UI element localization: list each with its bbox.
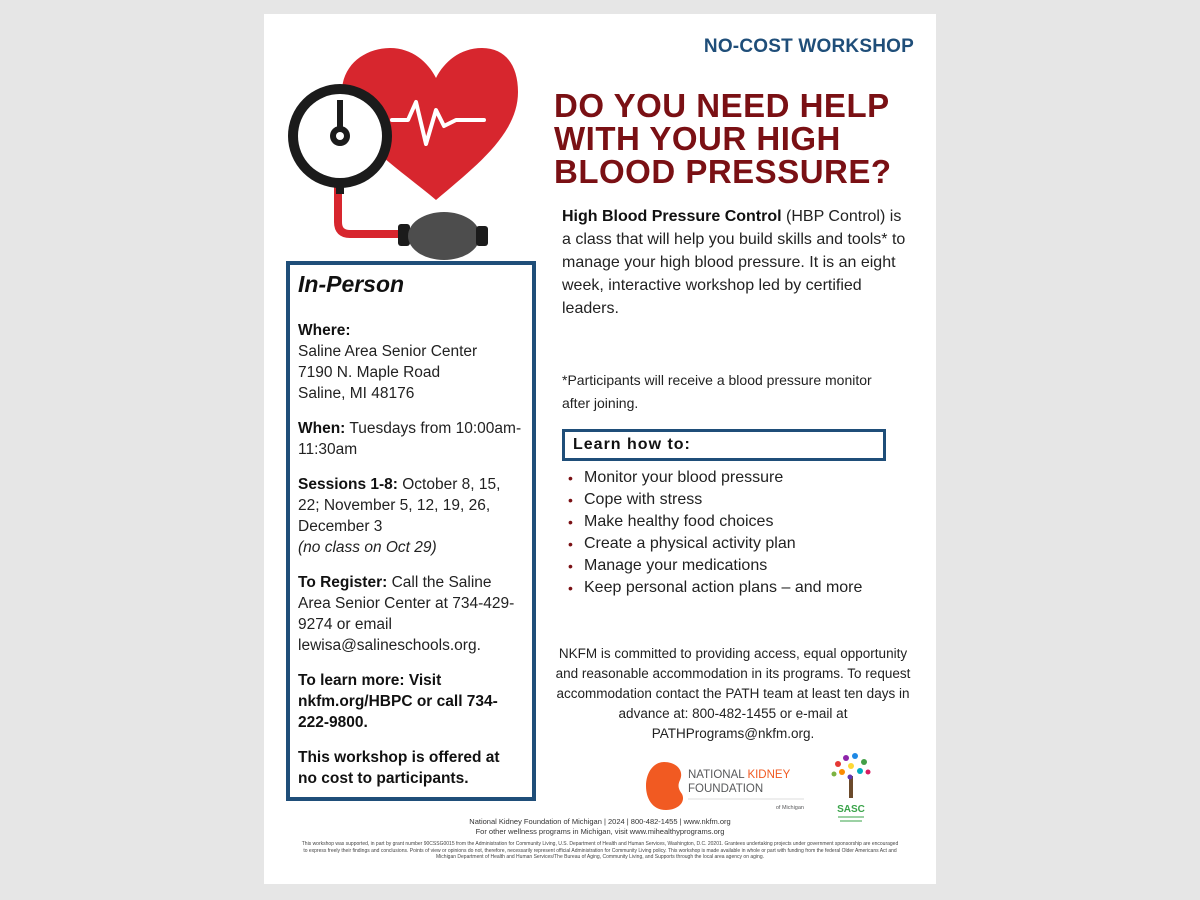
accessibility-statement: NKFM is committed to providing access, equal opportunity and reasonable accommodation in its programs. To request accommodation contact the PATH team at least ten days in advance at: 800-482-1455 or e-mail at PATHPrograms@nkfm.org. [555,646,911,741]
nkf-michigan-logo [644,760,809,812]
nkf-kidney-word: KIDNEY [747,769,791,781]
intro-text: (HBP Control) is a class that will help you build skills and tools* to manage your high blood pressure. It is an eight week, interactive workshop led by certified leaders. [562,208,906,317]
where-label: Where: [298,322,351,339]
address-line: Saline, MI 48176 [298,385,415,402]
sessions-note: (no class on Oct 29) [298,539,437,556]
monitor-note: *Participants will receive a blood pressure monitor after joining. [562,372,872,411]
headline-line: DO YOU NEED HELP [554,87,890,124]
when-label: When: [298,420,346,437]
address-line: 7190 N. Maple Road [298,364,441,381]
footer-fine-print: This workshop was supported, in part by grant number 90CSSG0015 from the Administration for Community Living, U.S. Department of Health and Human Services, Washington, D.C. 20201. Grantees undertaking projects under government sponsorship are encouraged to express freely their findings and conclusions. Points of view or opinions do not, therefore, necessarily represent official Administration for Community Living policy. This workshop is made available in whole or part with funding from the federal Older Americans Act and Michigan Department of Health and Human Services/The Bureau of Aging, Community Living, and Supports through the local area agency on aging. [301,841,899,860]
list-item: • Keep personal action plans – and more [568,577,862,599]
nkf-chapter: of Michigan [775,805,804,811]
pressure-gauge-icon [288,84,392,194]
headline-line: BLOOD PRESSURE? [554,153,892,190]
pressure-bulb-icon [398,212,488,260]
footer-programs: For other wellness programs in Michigan, visit www.mihealthyprograms.org [475,827,725,836]
list-item: • Create a physical activity plan [568,533,862,555]
tree-icon [832,753,871,798]
list-item: • Manage your medications [568,555,862,577]
headline-line: WITH YOUR HIGH [554,120,841,157]
learn-heading: Learn how to: [573,436,691,453]
nkf-foundation-word: FOUNDATION [688,783,764,795]
flyer-page [264,14,936,884]
in-person-details-box [286,261,536,801]
intro-paragraph [562,205,907,320]
list-item: • Cope with stress [568,489,862,511]
list-item: • Make healthy food choices [568,511,862,533]
blood-pressure-illustration [284,36,524,266]
address-line: Saline Area Senior Center [298,343,478,360]
sasc-name: SASC [837,804,865,815]
when-text: Tuesdays from 10:00am-11:30am [298,420,522,458]
no-cost-statement: This workshop is offered at no cost to participants. [298,749,500,787]
sessions-label: Sessions 1-8: [298,476,398,493]
svg-text:NATIONAL KIDNEY [688,769,791,781]
register-label: To Register: [298,574,388,591]
learn-more-block: To learn more: Visit nkfm.org/HBPC or call 734-222-9800. [298,672,498,731]
sessions-text: October 8, 15, 22; November 5, 12, 19, 26, December 3 [298,476,501,535]
no-cost-label: NO-COST WORKSHOP [703,36,914,57]
list-item: • Monitor your blood pressure [568,467,862,489]
where-block [298,320,522,404]
register-block [298,572,522,656]
details-title: In-Person [298,271,405,297]
kidney-icon [646,762,683,810]
learn-heading-box [562,429,886,461]
pressure-tube [338,186,402,234]
headline [554,89,924,188]
learn-list [568,467,862,599]
sessions-block [298,474,522,558]
nkf-name-part: NATIONAL [688,769,748,781]
when-block [298,418,522,460]
footer-contact: National Kidney Foundation of Michigan | 2024 | 800-482-1455 | www.nkfm.org [469,817,731,826]
register-text: Call the Saline Area Senior Center at 734-429-9274 or email lewisa@salineschools.org. [298,574,515,654]
program-name: High Blood Pressure Control [562,208,782,225]
